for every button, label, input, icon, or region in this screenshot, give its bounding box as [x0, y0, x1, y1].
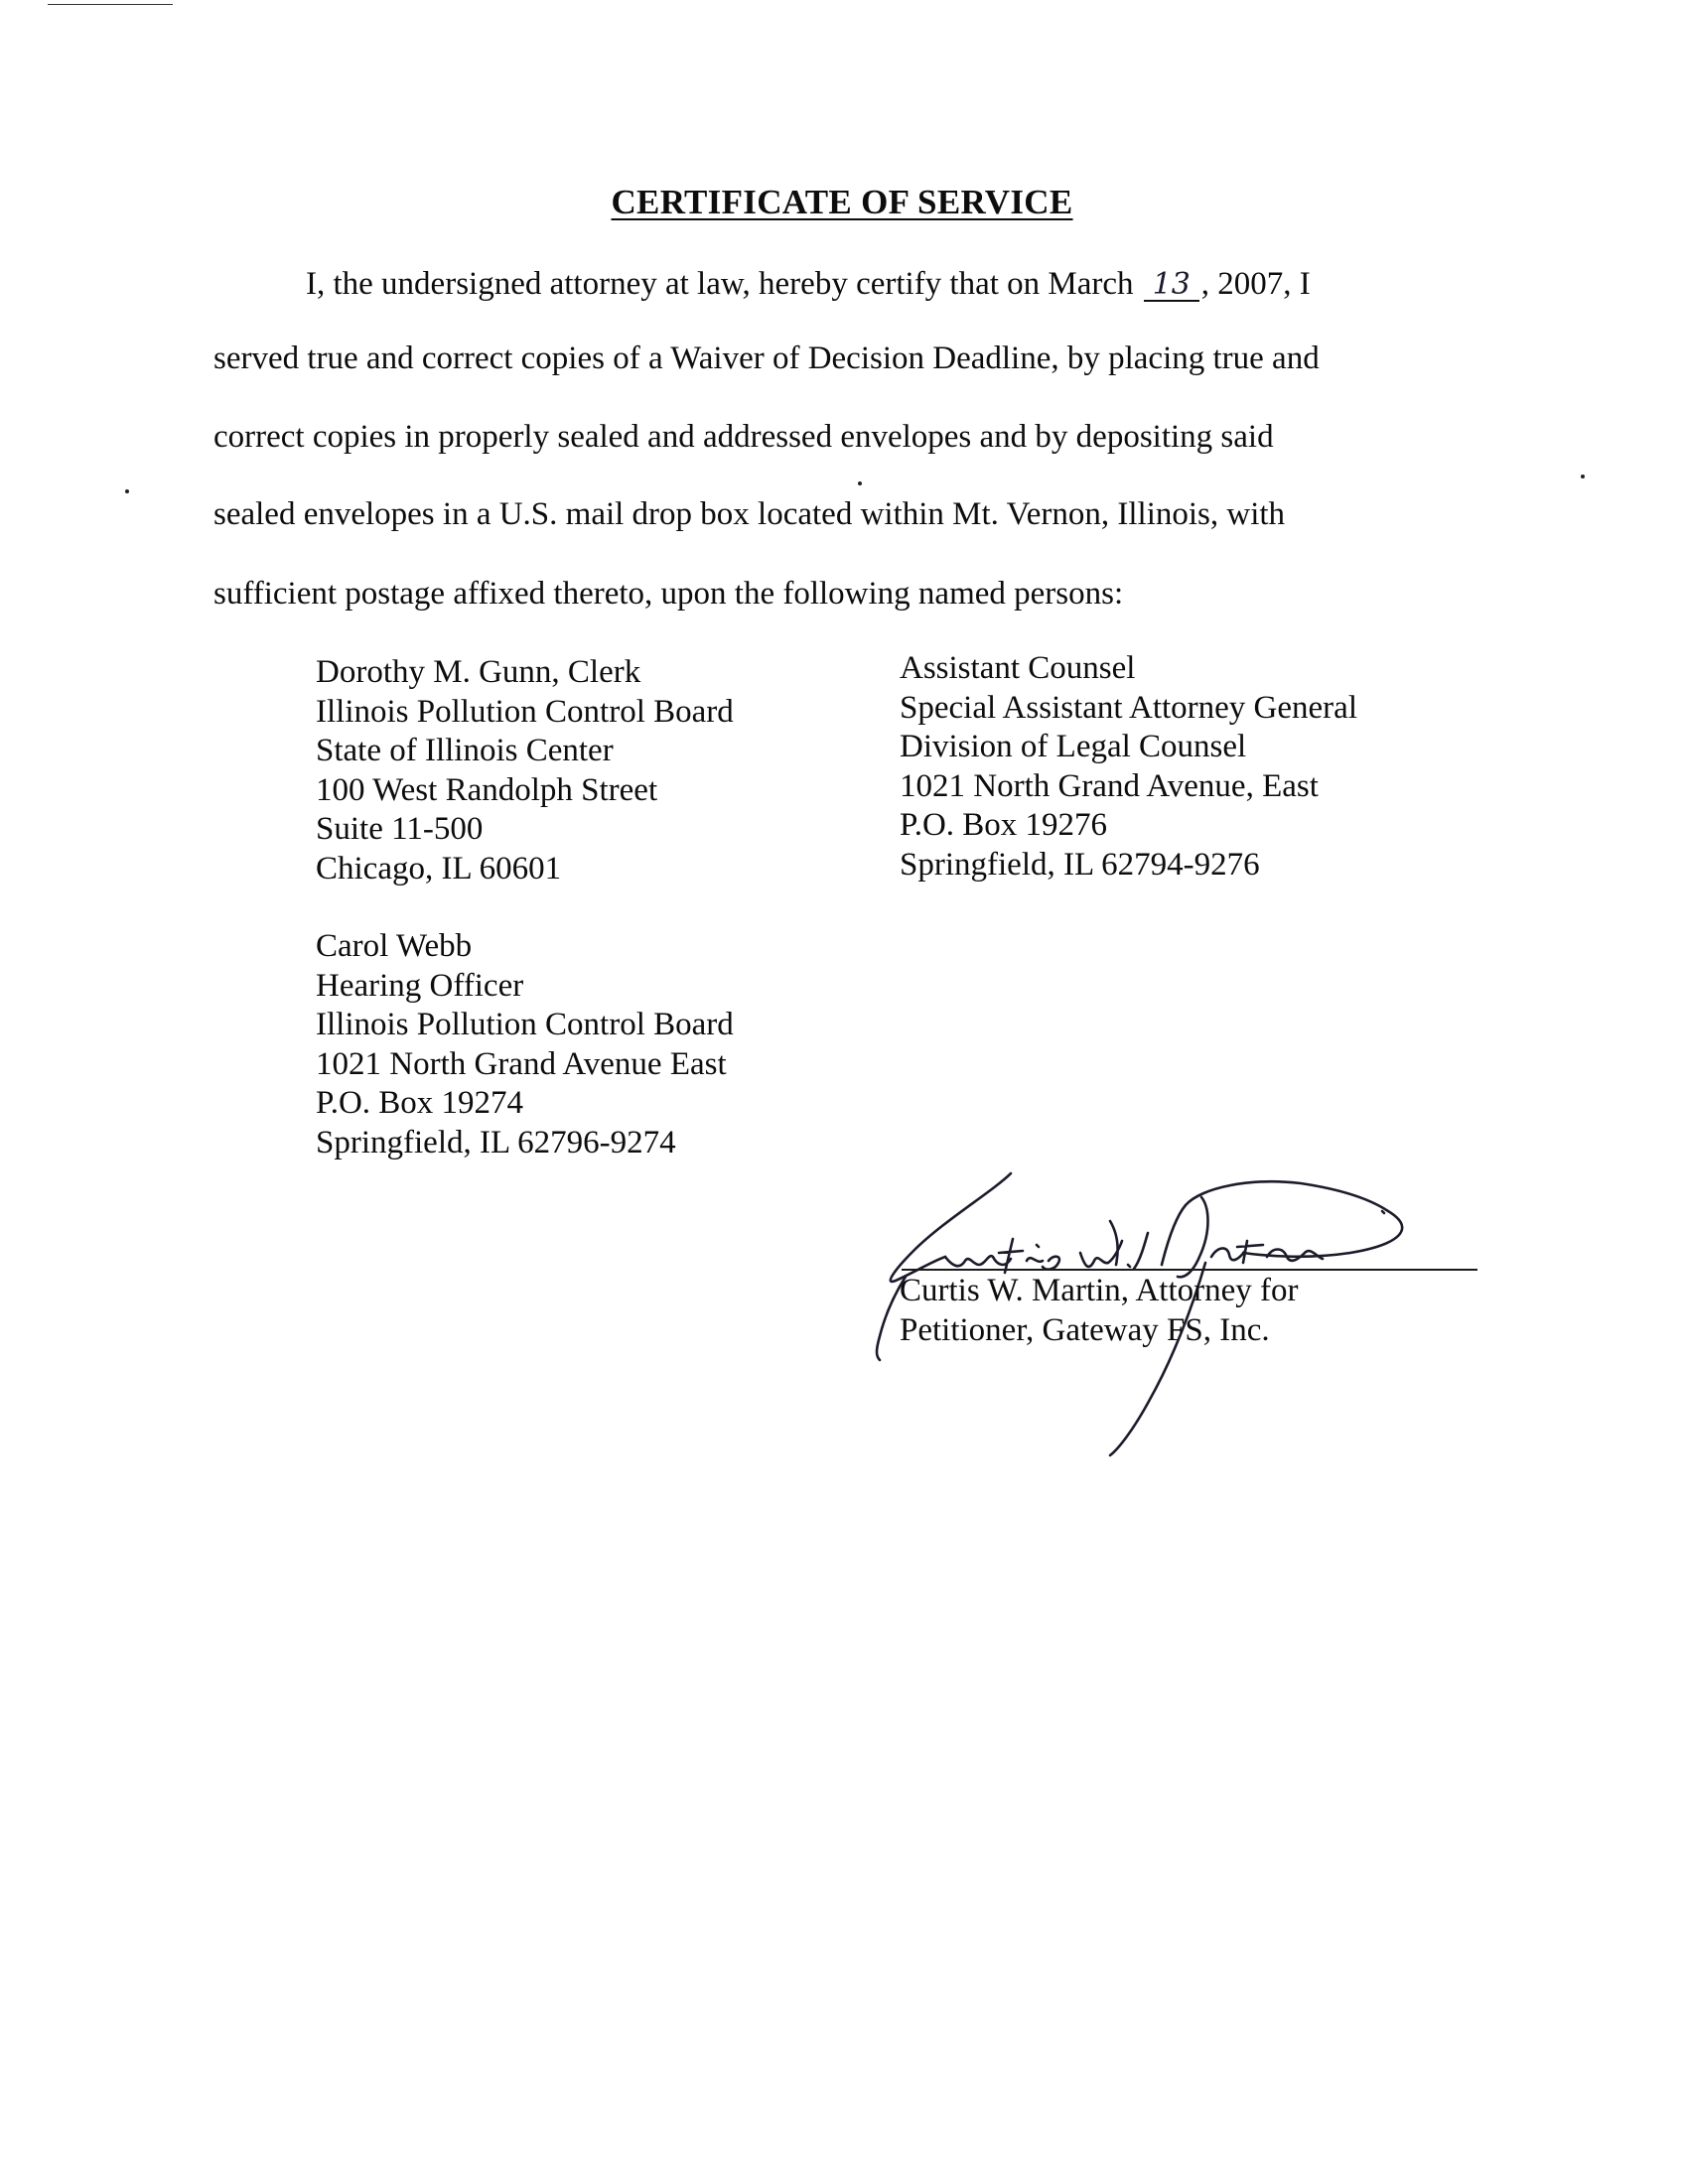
address-line: Carol Webb — [316, 928, 473, 964]
handwritten-date-day: 13 — [1144, 270, 1199, 302]
address-line: Illinois Pollution Control Board — [316, 693, 734, 730]
address-line: Illinois Pollution Control Board — [316, 1007, 734, 1042]
body-line-4: sealed envelopes in a U.S. mail drop box located within Mt. Vernon, Illinois, with — [213, 496, 1286, 532]
body-line-3: correct copies in properly sealed and addressed envelopes and by depositing said — [213, 419, 1274, 455]
address-line: Springfield, IL 62794-9276 — [900, 846, 1260, 883]
address-line: 1021 North Grand Avenue, East — [900, 767, 1319, 804]
address-line: Assistant Counsel — [900, 650, 1136, 686]
body-line-1-end: , 2007, I — [1200, 266, 1311, 302]
scan-artifact-line — [48, 4, 173, 5]
recipient-address-1 — [316, 653, 734, 888]
signature-stroke — [891, 1173, 1011, 1282]
page-title — [0, 183, 1684, 222]
scan-speck — [858, 481, 862, 485]
address-line: Hearing Officer — [316, 967, 524, 1004]
address-line: State of Illinois Center — [316, 733, 614, 768]
page-title-text: CERTIFICATE OF SERVICE — [611, 183, 1073, 221]
scan-speck — [1581, 475, 1585, 478]
body-line-2: served true and correct copies of a Waiver of Decision Deadline, by placing true and — [213, 341, 1320, 376]
signature-stroke — [1211, 1241, 1323, 1263]
body-line-5: sufficient postage affixed thereto, upon the following named persons: — [213, 576, 1124, 612]
recipient-address-3 — [316, 927, 734, 1162]
signature-stroke — [1162, 1181, 1402, 1265]
body-line-1 — [306, 264, 1311, 304]
scan-speck — [125, 489, 129, 493]
address-line: Dorothy M. Gunn, Clerk — [316, 654, 641, 690]
signature-stroke — [1080, 1241, 1130, 1267]
recipient-address-2 — [900, 649, 1357, 885]
address-line: Suite 11-500 — [316, 811, 484, 847]
signer-client-line: Petitioner, Gateway FS, Inc. — [900, 1312, 1270, 1348]
address-line: P.O. Box 19276 — [900, 807, 1108, 843]
address-line: P.O. Box 19274 — [316, 1085, 524, 1121]
body-line-1-start: I, the undersigned attorney at law, hereby certify that on March — [306, 266, 1142, 302]
address-line: Special Assistant Attorney General — [900, 689, 1357, 726]
signature-stroke — [1110, 1221, 1148, 1269]
address-line: 100 West Randolph Street — [316, 771, 658, 808]
address-line: 1021 North Grand Avenue East — [316, 1045, 727, 1082]
address-line: Springfield, IL 62796-9274 — [316, 1124, 676, 1160]
address-line: Chicago, IL 60601 — [316, 850, 562, 887]
signature-stroke — [945, 1239, 1059, 1273]
address-line: Division of Legal Counsel — [900, 729, 1247, 764]
signature-stroke — [1382, 1211, 1384, 1213]
signer-name-line: Curtis W. Martin, Attorney for — [900, 1273, 1299, 1308]
